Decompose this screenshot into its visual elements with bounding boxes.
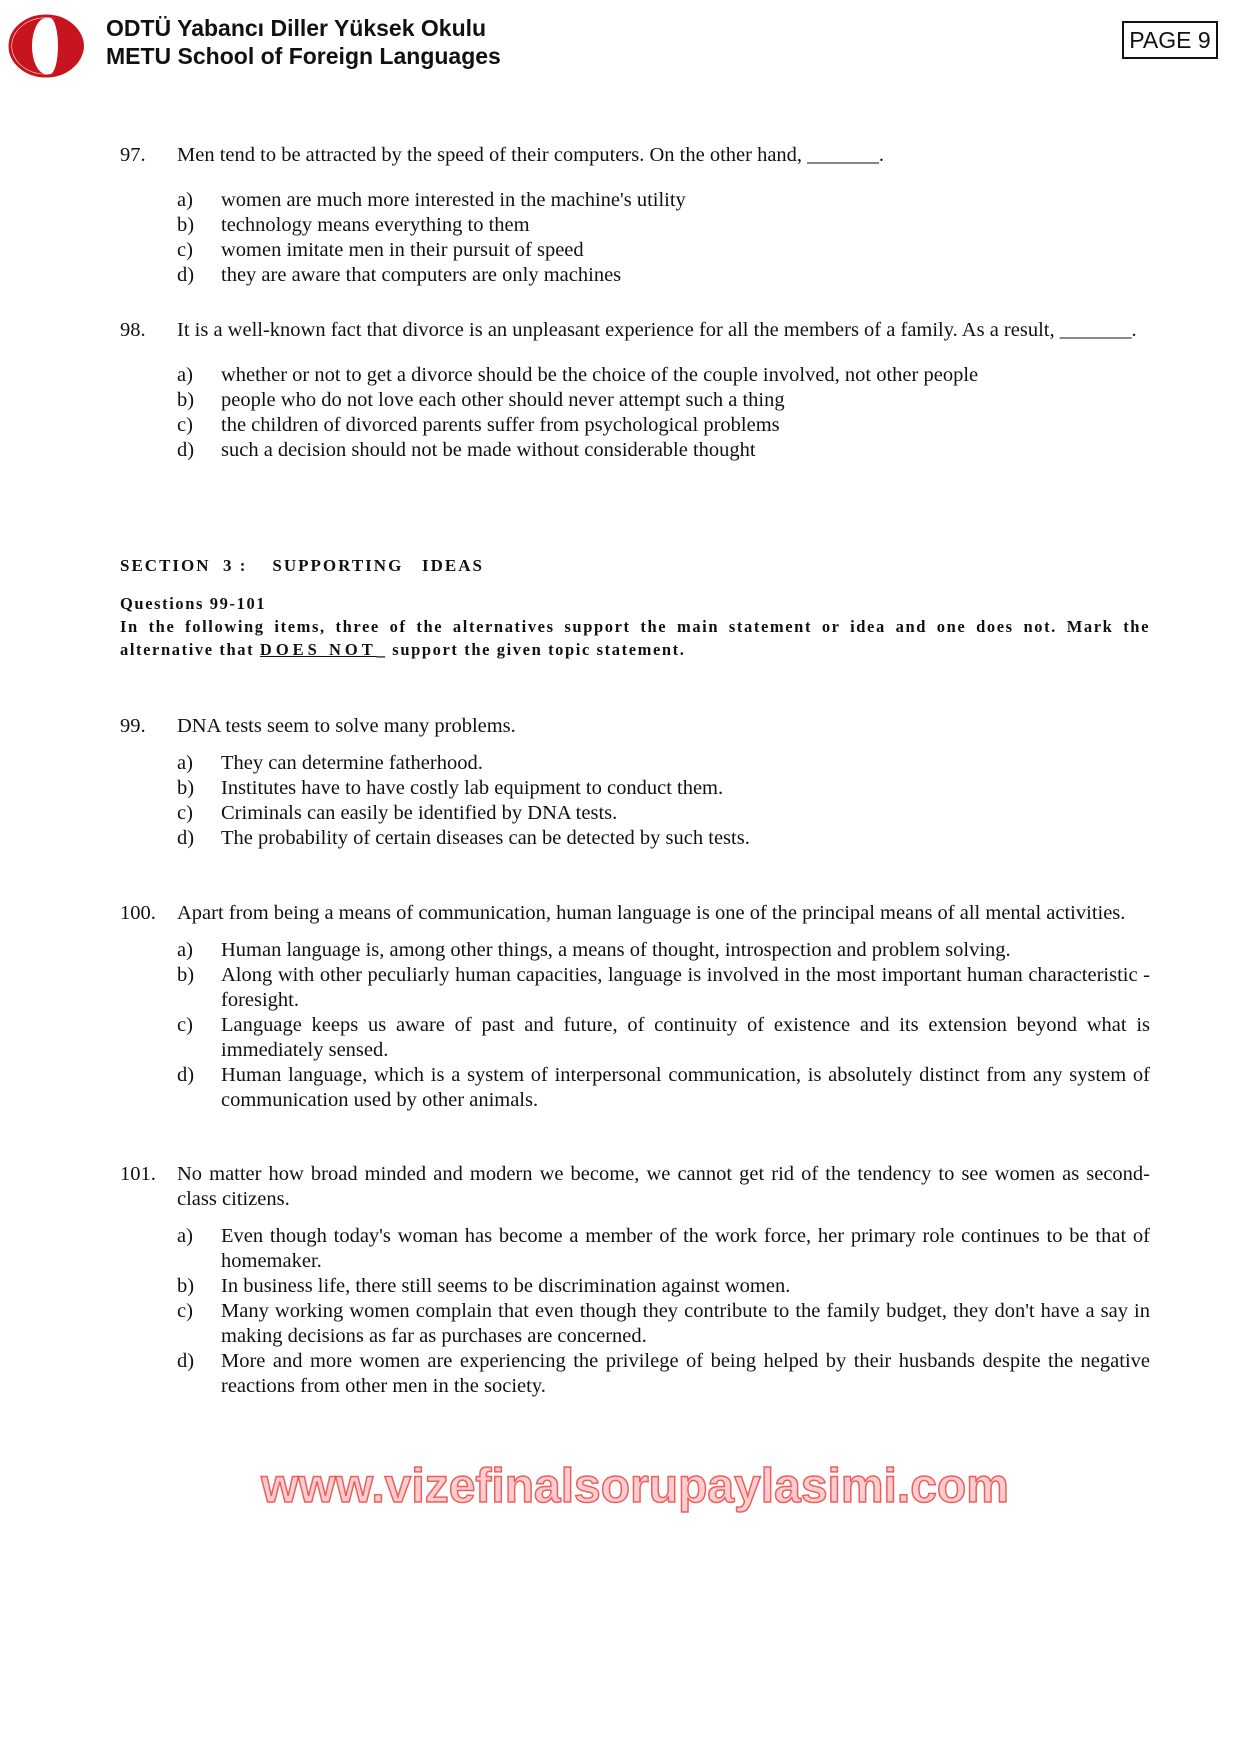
question-98 bbox=[120, 318, 1150, 463]
option-d[interactable] bbox=[177, 1349, 1150, 1399]
option-c[interactable] bbox=[177, 413, 1150, 438]
option-text: They can determine fatherhood. bbox=[221, 752, 483, 774]
option-text: women imitate men in their pursuit of speed bbox=[221, 239, 584, 261]
option-d[interactable] bbox=[177, 1063, 1150, 1113]
question-101 bbox=[120, 1162, 1150, 1399]
instr-emphasis: DOES NOT bbox=[259, 640, 377, 659]
section-title: SECTION 3 : SUPPORTING IDEAS bbox=[120, 556, 485, 575]
option-d[interactable] bbox=[177, 438, 1150, 463]
question-97 bbox=[120, 143, 1150, 288]
options-list bbox=[177, 363, 1150, 463]
option-letter: a) bbox=[177, 189, 193, 211]
question-number: 99. bbox=[120, 715, 146, 737]
option-text: they are aware that computers are only machines bbox=[221, 264, 622, 286]
option-a[interactable] bbox=[177, 938, 1150, 963]
option-text: women are much more interested in the machine's utility bbox=[221, 189, 686, 211]
question-stem bbox=[120, 1162, 1150, 1212]
option-letter: d) bbox=[177, 264, 195, 286]
option-b[interactable] bbox=[177, 963, 1150, 1013]
option-text: Many working women complain that even though they contribute to the family budget, they don't have a say in making decisions as far as purchases are concerned. bbox=[221, 1300, 1150, 1347]
option-letter: b) bbox=[177, 777, 195, 799]
option-letter: b) bbox=[177, 389, 195, 411]
question-99 bbox=[120, 714, 1150, 851]
option-letter: d) bbox=[177, 1350, 195, 1372]
question-number: 100. bbox=[120, 902, 156, 924]
question-stem bbox=[120, 318, 1150, 343]
option-letter: c) bbox=[177, 239, 193, 261]
option-letter: a) bbox=[177, 939, 193, 961]
options-list bbox=[177, 938, 1150, 1113]
question-stem bbox=[120, 901, 1150, 926]
option-c[interactable] bbox=[177, 1013, 1150, 1063]
option-b[interactable] bbox=[177, 776, 1150, 801]
options-list bbox=[177, 751, 1150, 851]
watermark: www.vizefinalsorupaylasimi.com bbox=[261, 1460, 1009, 1513]
option-c[interactable] bbox=[177, 801, 1150, 826]
option-a[interactable] bbox=[177, 363, 1150, 388]
section-instructions bbox=[120, 615, 1150, 661]
question-text: It is a well-known fact that divorce is an unpleasant experience for all the members of a family. As a result, _______. bbox=[177, 319, 1137, 341]
question-text: No matter how broad minded and modern we become, we cannot get rid of the tendency to see women as second-class citizens. bbox=[177, 1163, 1150, 1210]
option-letter: c) bbox=[177, 414, 193, 436]
page-number-box: PAGE 9 bbox=[1122, 21, 1218, 59]
option-text: Human language, which is a system of interpersonal communication, is absolutely distinct from any system of communication used by other animals. bbox=[221, 1064, 1150, 1111]
option-b[interactable] bbox=[177, 213, 1150, 238]
instr-text-end: _ support the given topic statement. bbox=[376, 640, 686, 659]
option-letter: c) bbox=[177, 1300, 193, 1322]
question-text: Apart from being a means of communication, human language is one of the principal means of all mental activities. bbox=[177, 902, 1126, 924]
option-text: Institutes have to have costly lab equipment to conduct them. bbox=[221, 777, 724, 799]
option-text: technology means everything to them bbox=[221, 214, 530, 236]
option-text: More and more women are experiencing the privilege of being helped by their husbands despite the negative reactions from other men in the society. bbox=[221, 1350, 1150, 1397]
option-letter: d) bbox=[177, 827, 195, 849]
option-c[interactable] bbox=[177, 238, 1150, 263]
option-text: whether or not to get a divorce should be the choice of the couple involved, not other people bbox=[221, 364, 979, 386]
question-100 bbox=[120, 901, 1150, 1113]
option-letter: b) bbox=[177, 964, 195, 986]
options-list bbox=[177, 1224, 1150, 1399]
option-text: Language keeps us aware of past and future, of continuity of existence and its extension beyond what is immediately sensed. bbox=[221, 1014, 1150, 1061]
metu-logo-icon bbox=[8, 14, 84, 78]
option-letter: a) bbox=[177, 364, 193, 386]
option-b[interactable] bbox=[177, 1274, 1150, 1299]
option-text: Criminals can easily be identified by DNA tests. bbox=[221, 802, 618, 824]
option-text: Along with other peculiarly human capacities, language is involved in the most important human characteristic - foresight. bbox=[221, 964, 1150, 1011]
option-d[interactable] bbox=[177, 826, 1150, 851]
option-b[interactable] bbox=[177, 388, 1150, 413]
option-letter: c) bbox=[177, 1014, 193, 1036]
question-stem bbox=[120, 714, 1150, 739]
question-text: DNA tests seem to solve many problems. bbox=[177, 715, 516, 737]
option-a[interactable] bbox=[177, 188, 1150, 213]
section-range: Questions 99-101 bbox=[120, 594, 267, 613]
option-letter: a) bbox=[177, 752, 193, 774]
options-list bbox=[177, 188, 1150, 288]
header-institution-en: METU School of Foreign Languages bbox=[106, 43, 501, 69]
page-content bbox=[120, 143, 1150, 1515]
option-letter: d) bbox=[177, 1064, 195, 1086]
question-number: 101. bbox=[120, 1163, 156, 1185]
option-text: the children of divorced parents suffer from psychological problems bbox=[221, 414, 780, 436]
question-stem bbox=[120, 143, 1150, 168]
option-letter: c) bbox=[177, 802, 193, 824]
option-letter: b) bbox=[177, 214, 195, 236]
question-number: 98. bbox=[120, 319, 146, 341]
option-text: such a decision should not be made without considerable thought bbox=[221, 439, 756, 461]
header-institution-tr: ODTÜ Yabancı Diller Yüksek Okulu bbox=[106, 15, 487, 41]
option-text: Even though today's woman has become a member of the work force, her primary role continues to be that of homemaker. bbox=[221, 1225, 1150, 1272]
option-letter: b) bbox=[177, 1275, 195, 1297]
option-text: The probability of certain diseases can be detected by such tests. bbox=[221, 827, 750, 849]
question-number: 97. bbox=[120, 144, 146, 166]
question-text: Men tend to be attracted by the speed of their computers. On the other hand, _______. bbox=[177, 144, 885, 166]
option-text: In business life, there still seems to be discrimination against women. bbox=[221, 1275, 791, 1297]
option-c[interactable] bbox=[177, 1299, 1150, 1349]
option-text: people who do not love each other should never attempt such a thing bbox=[221, 389, 785, 411]
option-a[interactable] bbox=[177, 751, 1150, 776]
option-text: Human language is, among other things, a means of thought, introspection and problem solving. bbox=[221, 939, 1011, 961]
option-d[interactable] bbox=[177, 263, 1150, 288]
option-letter: a) bbox=[177, 1225, 193, 1247]
option-letter: d) bbox=[177, 439, 195, 461]
option-a[interactable] bbox=[177, 1224, 1150, 1274]
instr-text: In the following items, three of the alternatives support the main statement or idea and one does not. Mark the alternative that bbox=[120, 617, 1150, 659]
